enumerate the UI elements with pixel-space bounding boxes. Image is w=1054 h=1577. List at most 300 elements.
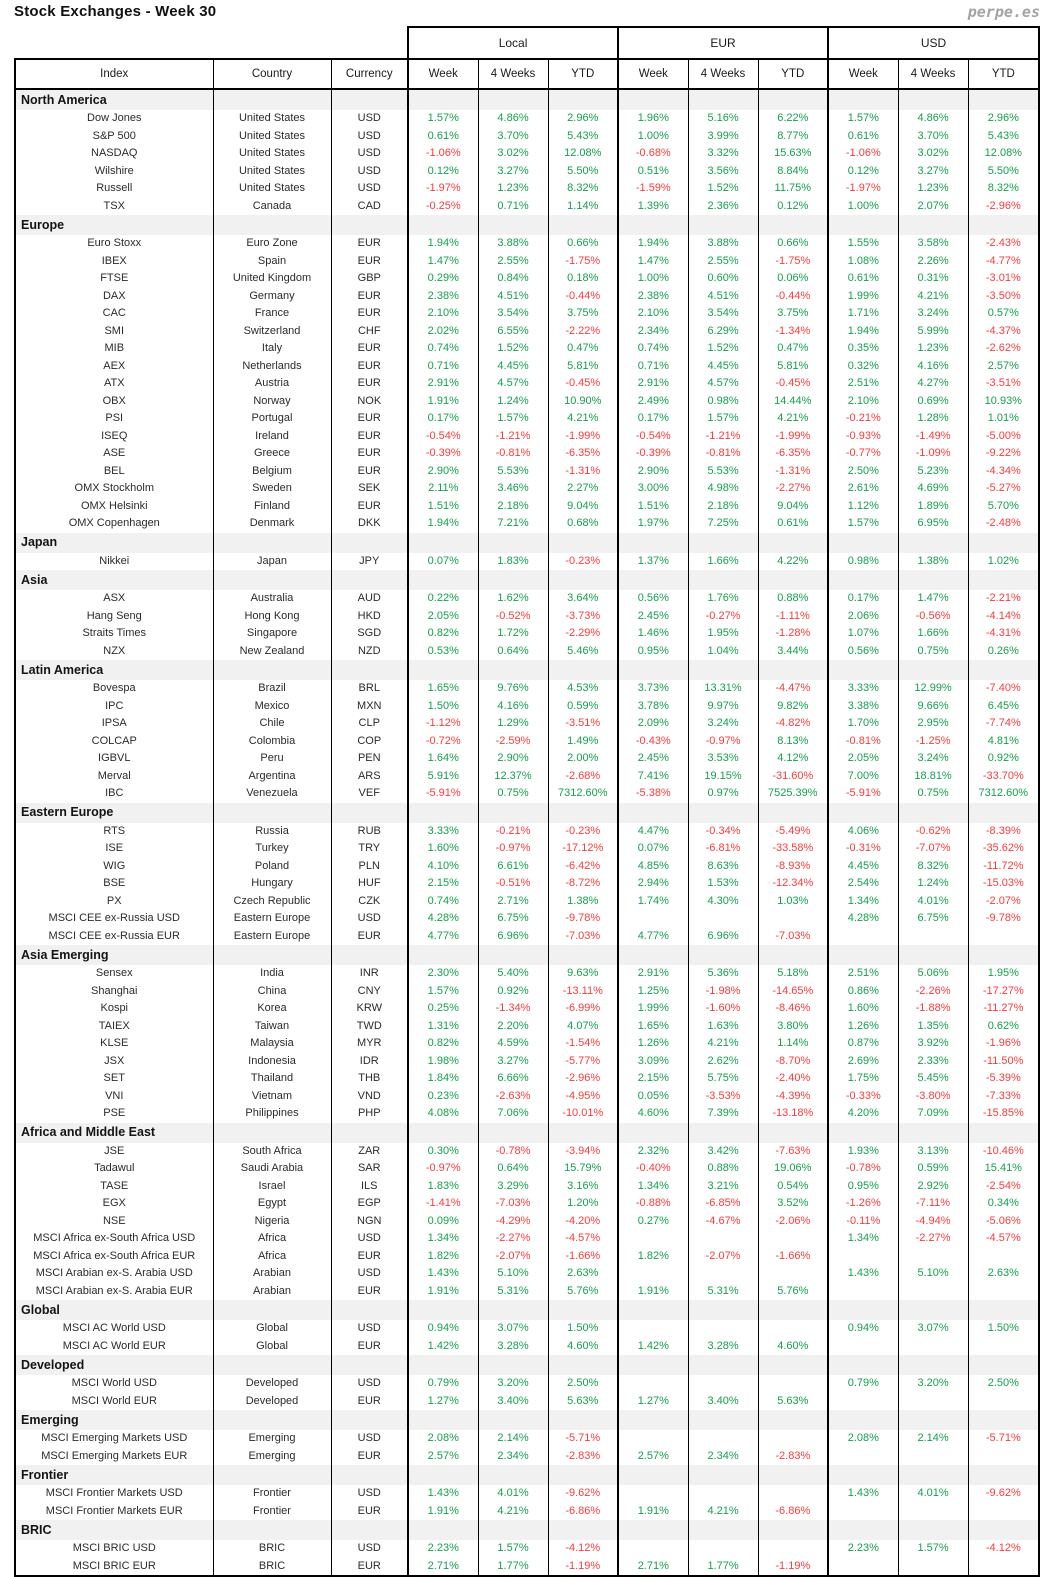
value-cell [898,928,968,946]
value-cell: 5.63% [758,1393,828,1411]
value-cell: 0.82% [408,625,478,643]
value-cell: 0.17% [828,590,898,608]
value-cell: 1.20% [548,1195,618,1213]
currency-cell: USD [331,1540,408,1558]
value-cell: 1.75% [828,1070,898,1088]
currency-cell: EUR [331,428,408,446]
currency-cell: EUR [331,1338,408,1356]
value-cell [828,1558,898,1577]
value-cell: 2.10% [828,393,898,411]
value-cell: 1.74% [618,893,688,911]
value-cell: 5.70% [968,498,1039,516]
country-cell: Australia [213,590,331,608]
currency-cell: HKD [331,608,408,626]
section-filler-cell [968,215,1039,235]
value-cell: -1.97% [408,180,478,198]
value-cell: 1.57% [688,410,758,428]
value-cell: -2.07% [968,893,1039,911]
section-filler-cell [548,1465,618,1485]
value-cell: 0.17% [408,410,478,428]
section-filler-cell [898,1465,968,1485]
table-row [15,1320,1039,1338]
value-cell: -1.99% [758,428,828,446]
value-cell [828,1393,898,1411]
value-cell: 13.31% [688,680,758,698]
table-row [15,1143,1039,1161]
value-cell: 4.81% [968,733,1039,751]
value-cell: 1.91% [408,393,478,411]
section-header-row [15,660,1039,680]
value-cell: 2.18% [478,498,548,516]
value-cell: 5.10% [478,1265,548,1283]
value-cell: 1.37% [618,553,688,571]
value-cell: 2.02% [408,323,478,341]
value-cell: -1.19% [548,1558,618,1577]
table-row [15,1338,1039,1356]
section-filler-cell [968,89,1039,110]
value-cell: 3.07% [898,1320,968,1338]
value-cell: 4.28% [408,910,478,928]
value-cell: 3.92% [898,1035,968,1053]
value-cell: 8.84% [758,163,828,181]
currency-cell: NOK [331,393,408,411]
currency-cell: CZK [331,893,408,911]
currency-cell: USD [331,128,408,146]
index-cell: MSCI Frontier Markets USD [15,1485,213,1503]
value-cell: 5.23% [898,463,968,481]
value-cell: 1.23% [898,180,968,198]
table-row [15,928,1039,946]
value-cell: 1.42% [618,1338,688,1356]
section-header-row [15,533,1039,553]
index-cell: MSCI AC World USD [15,1320,213,1338]
section-filler-cell [408,1465,478,1485]
value-cell: -2.27% [898,1230,968,1248]
table-row [15,1160,1039,1178]
table-row [15,393,1039,411]
value-cell: -0.45% [758,375,828,393]
table-row [15,785,1039,803]
table-row [15,253,1039,271]
index-cell: MSCI Arabian ex-S. Arabia EUR [15,1283,213,1301]
value-cell: 3.38% [828,698,898,716]
value-cell: -4.77% [968,253,1039,271]
index-cell: Dow Jones [15,110,213,128]
country-cell: Denmark [213,515,331,533]
value-cell: 5.81% [758,358,828,376]
value-cell: 6.66% [478,1070,548,1088]
currency-cell: USD [331,910,408,928]
value-cell: 3.02% [898,145,968,163]
country-cell: Argentina [213,768,331,786]
currency-cell: HUF [331,875,408,893]
value-cell: 5.31% [688,1283,758,1301]
country-cell: United States [213,110,331,128]
value-cell: 1.65% [408,680,478,698]
value-cell: -5.39% [968,1070,1039,1088]
value-cell: -1.25% [898,733,968,751]
section-filler-cell [213,803,331,823]
value-cell: 1.43% [408,1485,478,1503]
section-filler-cell [618,660,688,680]
table-row [15,965,1039,983]
value-cell: -0.40% [618,1160,688,1178]
value-cell: 1.62% [478,590,548,608]
section-filler-cell [758,89,828,110]
value-cell: -0.54% [408,428,478,446]
value-cell: 1.63% [688,1018,758,1036]
country-cell: Eastern Europe [213,928,331,946]
section-filler-cell [331,803,408,823]
value-cell: 2.54% [828,875,898,893]
country-cell: Emerging [213,1430,331,1448]
section-filler-cell [408,570,478,590]
value-cell: 3.28% [478,1338,548,1356]
value-cell: -15.85% [968,1105,1039,1123]
section-filler-cell [898,660,968,680]
value-cell: 1.77% [478,1558,548,1577]
value-cell: -4.39% [758,1088,828,1106]
currency-cell: USD [331,1320,408,1338]
index-cell: Nikkei [15,553,213,571]
value-cell [898,1338,968,1356]
index-cell: PSI [15,410,213,428]
section-filler-cell [688,1520,758,1540]
value-cell: 7.21% [478,515,548,533]
value-cell: 1.51% [618,498,688,516]
section-filler-cell [828,1300,898,1320]
country-cell: Venezuela [213,785,331,803]
value-cell: 0.87% [828,1035,898,1053]
index-cell: FTSE [15,270,213,288]
section-filler-cell [688,660,758,680]
value-cell: 0.47% [548,340,618,358]
index-cell: MSCI Frontier Markets EUR [15,1503,213,1521]
value-cell: 7312.60% [548,785,618,803]
country-cell: Greece [213,445,331,463]
country-cell: Germany [213,288,331,306]
value-cell: 3.75% [758,305,828,323]
value-cell: -0.81% [828,733,898,751]
value-cell: 6.75% [898,910,968,928]
value-cell: -33.70% [968,768,1039,786]
section-filler-cell [548,89,618,110]
value-cell: 4.86% [478,110,548,128]
country-cell: Czech Republic [213,893,331,911]
value-cell: -4.82% [758,715,828,733]
value-cell: -0.81% [688,445,758,463]
section-filler-cell [213,570,331,590]
index-cell: RTS [15,823,213,841]
value-cell: 2.08% [828,1430,898,1448]
value-cell: -2.29% [548,625,618,643]
value-cell: 5.16% [688,110,758,128]
table-row [15,180,1039,198]
value-cell: 0.59% [898,1160,968,1178]
section-title: Latin America [15,660,213,680]
value-cell: 4.08% [408,1105,478,1123]
column-header-4-weeks: 4 Weeks [478,59,548,89]
section-header-row [15,1123,1039,1143]
value-cell: -1.88% [898,1000,968,1018]
value-cell: 0.30% [408,1143,478,1161]
value-cell [828,1503,898,1521]
value-cell: -0.97% [408,1160,478,1178]
value-cell: 7.09% [898,1105,968,1123]
value-cell: -6.81% [688,840,758,858]
section-filler-cell [548,945,618,965]
section-filler-cell [968,570,1039,590]
country-cell: Africa [213,1230,331,1248]
country-cell: Sweden [213,480,331,498]
section-filler-cell [618,1355,688,1375]
value-cell: 5.36% [688,965,758,983]
value-cell: -4.12% [548,1540,618,1558]
table-row [15,480,1039,498]
value-cell: 1.31% [408,1018,478,1036]
index-cell: MSCI Africa ex-South Africa USD [15,1230,213,1248]
currency-cell: AUD [331,590,408,608]
currency-cell: EUR [331,1503,408,1521]
table-row [15,110,1039,128]
value-cell: 0.27% [618,1213,688,1231]
country-cell: Developed [213,1393,331,1411]
value-cell: 0.95% [828,1178,898,1196]
index-cell: Wilshire [15,163,213,181]
value-cell: 0.69% [898,393,968,411]
value-cell: 1.46% [618,625,688,643]
value-cell: -5.91% [828,785,898,803]
table-row [15,983,1039,1001]
value-cell: -1.75% [548,253,618,271]
header-corner [15,27,408,59]
country-cell: Italy [213,340,331,358]
value-cell: -4.37% [968,323,1039,341]
value-cell: -0.34% [688,823,758,841]
value-cell: -0.23% [548,553,618,571]
value-cell: 0.09% [408,1213,478,1231]
currency-cell: RUB [331,823,408,841]
value-cell: 4.12% [758,750,828,768]
section-header-row [15,215,1039,235]
section-filler-cell [898,1355,968,1375]
value-cell: 0.64% [478,1160,548,1178]
value-cell: 7.25% [688,515,758,533]
value-cell: 10.93% [968,393,1039,411]
value-cell: 4.21% [688,1503,758,1521]
country-cell: Africa [213,1248,331,1266]
value-cell: -2.54% [968,1178,1039,1196]
value-cell: -2.27% [758,480,828,498]
value-cell: -6.99% [548,1000,618,1018]
country-cell: Ireland [213,428,331,446]
value-cell: 1.94% [408,235,478,253]
table-row [15,270,1039,288]
section-filler-cell [758,215,828,235]
table-row [15,698,1039,716]
value-cell: 15.41% [968,1160,1039,1178]
value-cell: -7.03% [758,928,828,946]
value-cell [968,1393,1039,1411]
value-cell: 4.45% [688,358,758,376]
value-cell: 1.50% [408,698,478,716]
value-cell: 3.29% [478,1178,548,1196]
section-filler-cell [618,803,688,823]
table-row [15,445,1039,463]
table-row [15,1393,1039,1411]
value-cell [688,1265,758,1283]
currency-cell: USD [331,1265,408,1283]
currency-cell: DKK [331,515,408,533]
value-cell: -1.75% [758,253,828,271]
currency-cell: CHF [331,323,408,341]
section-title: Developed [15,1355,213,1375]
section-filler-cell [408,1410,478,1430]
value-cell: 4.77% [408,928,478,946]
country-cell: Nigeria [213,1213,331,1231]
value-cell: -5.00% [968,428,1039,446]
value-cell: 3.00% [618,480,688,498]
value-cell: 0.61% [828,270,898,288]
value-cell: -35.62% [968,840,1039,858]
value-cell: 0.71% [478,198,548,216]
country-cell: Developed [213,1375,331,1393]
value-cell: 1.27% [408,1393,478,1411]
value-cell: 1.52% [478,340,548,358]
value-cell: 4.01% [478,1485,548,1503]
section-filler-cell [758,1465,828,1485]
value-cell: -17.12% [548,840,618,858]
value-cell: -6.42% [548,858,618,876]
value-cell: 2.00% [548,750,618,768]
table-row [15,625,1039,643]
index-cell: Tadawul [15,1160,213,1178]
index-cell: TAIEX [15,1018,213,1036]
value-cell: 5.31% [478,1283,548,1301]
value-cell: 2.91% [408,375,478,393]
value-cell: 3.27% [478,163,548,181]
value-cell: 0.75% [898,785,968,803]
value-cell: 2.63% [548,1265,618,1283]
section-filler-cell [618,1300,688,1320]
section-filler-cell [408,660,478,680]
country-cell: Global [213,1320,331,1338]
country-cell: China [213,983,331,1001]
index-cell: OMX Helsinki [15,498,213,516]
value-cell: 1.02% [968,553,1039,571]
value-cell: 4.22% [758,553,828,571]
table-row [15,145,1039,163]
currency-cell: KRW [331,1000,408,1018]
value-cell: -6.85% [688,1195,758,1213]
value-cell: -2.07% [688,1248,758,1266]
country-cell: Taiwan [213,1018,331,1036]
section-filler-cell [213,1123,331,1143]
value-cell [968,1248,1039,1266]
value-cell: 2.34% [688,1448,758,1466]
index-cell: Shanghai [15,983,213,1001]
value-cell: 3.07% [478,1320,548,1338]
index-cell: Russell [15,180,213,198]
value-cell: 4.59% [478,1035,548,1053]
table-row [15,733,1039,751]
value-cell: 1.25% [618,983,688,1001]
value-cell: -5.27% [968,480,1039,498]
table-row [15,858,1039,876]
value-cell: 2.71% [408,1558,478,1577]
section-filler-cell [968,660,1039,680]
value-cell: 1.91% [618,1503,688,1521]
country-cell: Turkey [213,840,331,858]
value-cell [828,1338,898,1356]
value-cell: 1.95% [688,625,758,643]
column-header-week: Week [828,59,898,89]
value-cell: -1.19% [758,1558,828,1577]
value-cell: 2.20% [478,1018,548,1036]
value-cell: 0.34% [968,1195,1039,1213]
column-header-ytd: YTD [968,59,1039,89]
section-filler-cell [213,215,331,235]
value-cell: 4.01% [898,893,968,911]
value-cell: 14.44% [758,393,828,411]
section-filler-cell [828,570,898,590]
value-cell: 5.76% [758,1283,828,1301]
section-filler-cell [968,945,1039,965]
value-cell: -3.73% [548,608,618,626]
value-cell: 6.95% [898,515,968,533]
section-filler-cell [968,1355,1039,1375]
table-row [15,553,1039,571]
value-cell: 0.23% [408,1088,478,1106]
country-cell: United States [213,163,331,181]
section-filler-cell [618,215,688,235]
value-cell: 1.42% [408,1338,478,1356]
value-cell: -2.21% [968,590,1039,608]
section-filler-cell [331,1123,408,1143]
section-filler-cell [618,1123,688,1143]
value-cell: -10.01% [548,1105,618,1123]
value-cell: 2.69% [828,1053,898,1071]
value-cell: 1.38% [548,893,618,911]
column-header-country: Country [213,59,331,89]
value-cell: -4.12% [968,1540,1039,1558]
value-cell: 3.42% [688,1143,758,1161]
country-cell: BRIC [213,1558,331,1577]
value-cell: 0.59% [548,698,618,716]
currency-cell: CAD [331,198,408,216]
section-filler-cell [688,1465,758,1485]
table-row [15,358,1039,376]
section-filler-cell [688,945,758,965]
currency-cell: EUR [331,358,408,376]
section-filler-cell [331,89,408,110]
value-cell: 0.97% [688,785,758,803]
value-cell: 4.28% [828,910,898,928]
value-cell: 3.54% [478,305,548,323]
section-filler-cell [618,945,688,965]
section-filler-cell [758,533,828,553]
section-title: Europe [15,215,213,235]
value-cell: 3.28% [688,1338,758,1356]
value-cell: 0.17% [618,410,688,428]
value-cell: -0.31% [828,840,898,858]
column-header-week: Week [618,59,688,89]
table-row [15,1230,1039,1248]
value-cell: 15.79% [548,1160,618,1178]
section-header-row [15,89,1039,110]
value-cell: 0.95% [618,643,688,661]
value-cell: -33.58% [758,840,828,858]
